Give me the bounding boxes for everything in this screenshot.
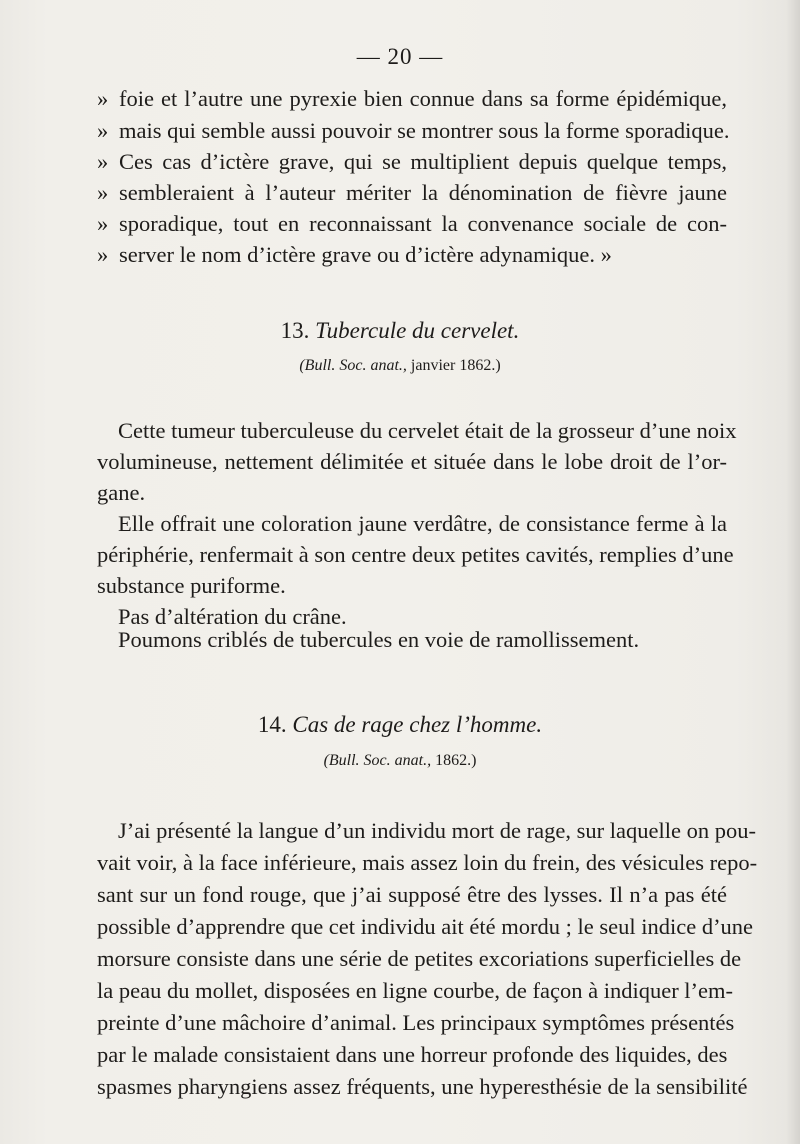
body-line: Pas d’altération du crâne. (118, 604, 347, 629)
body-line: sant sur un fond rouge, que j’ai supposé être des lysses. Il n’a pas été (97, 882, 727, 907)
quote-line (97, 208, 727, 239)
body-line: périphérie, renfermait à son centre deux petites cavités, remplies d’une (97, 542, 734, 567)
body-line: Poumons criblés de tubercules en voie de ramollissement. (118, 627, 640, 652)
section-14-heading (0, 712, 800, 738)
quote-line-text: server le nom d’ictère grave ou d’ictère adynamique. » (119, 242, 612, 267)
body-line: vait voir, à la face inférieure, mais assez loin du frein, des vésicules repo- (97, 850, 758, 875)
body-line: morsure consiste dans une série de petites excoriations superficielles de (97, 946, 742, 971)
body-line: spasmes pharyngiens assez fréquents, une hyperesthésie de la sensibilité (97, 1074, 748, 1099)
section-title: Tubercule du cervelet. (315, 318, 520, 343)
quote-mark: » (97, 149, 109, 174)
quote-line (97, 115, 730, 146)
body-line: possible d’apprendre que cet individu ait été mordu ; le seul indice d’une (97, 914, 754, 939)
quote-line (97, 146, 727, 177)
quote-line (97, 177, 727, 208)
section-title: Cas de rage chez l’homme. (292, 712, 543, 737)
body-line: preinte d’une mâchoire d’animal. Les principaux symptômes présentés (97, 1010, 735, 1035)
source-journal: (Bull. Soc. anat., (323, 752, 432, 769)
quote-mark: » (97, 118, 109, 143)
body-line: Cette tumeur tuberculeuse du cervelet était de la grosseur d’une noix (118, 418, 737, 443)
quote-mark: » (97, 180, 109, 205)
section-13-heading (0, 318, 800, 344)
body-line: substance puriforme. (97, 573, 286, 598)
body-line: la peau du mollet, disposées en ligne courbe, de façon à indiquer l’em- (97, 978, 734, 1003)
quote-line-text: sporadique, tout en reconnaissant la convenance sociale de con- (119, 211, 727, 236)
quote-line-text: foie et l’autre une pyrexie bien connue dans sa forme épidémique, (119, 86, 727, 111)
page-edge-shadow (786, 0, 800, 1144)
source-date: 1862.) (435, 752, 477, 769)
section-13-source (0, 357, 800, 375)
quote-line (97, 83, 727, 114)
body-line: volumineuse, nettement délimitée et située dans le lobe droit de l’or- (97, 449, 727, 474)
body-line: gane. (97, 480, 146, 505)
page-number: — 20 — (356, 44, 444, 69)
section-number: 13. (280, 318, 310, 343)
quote-mark: » (97, 86, 109, 111)
quote-mark: » (97, 211, 109, 236)
quote-line-text: Ces cas d’ictère grave, qui se multiplient depuis quelque temps, (119, 149, 727, 174)
source-date: janvier 1862.) (410, 357, 501, 374)
body-line: Elle offrait une coloration jaune verdâtre, de consistance ferme à la (118, 511, 727, 536)
source-journal: (Bull. Soc. anat., (299, 357, 407, 374)
quote-line-text: sembleraient à l’auteur mériter la dénomination de fièvre jaune (119, 180, 727, 205)
section-14-source (0, 752, 800, 770)
section-number: 14. (257, 712, 287, 737)
body-line: par le malade consistaient dans une horreur profonde des liquides, des (97, 1042, 728, 1067)
quote-line-text: mais qui semble aussi pouvoir se montrer sous la forme sporadique. (119, 118, 730, 143)
body-line: J’ai présenté la langue d’un individu mort de rage, sur laquelle on pou- (118, 818, 756, 843)
quote-line (97, 239, 727, 270)
quote-mark: » (97, 242, 109, 267)
